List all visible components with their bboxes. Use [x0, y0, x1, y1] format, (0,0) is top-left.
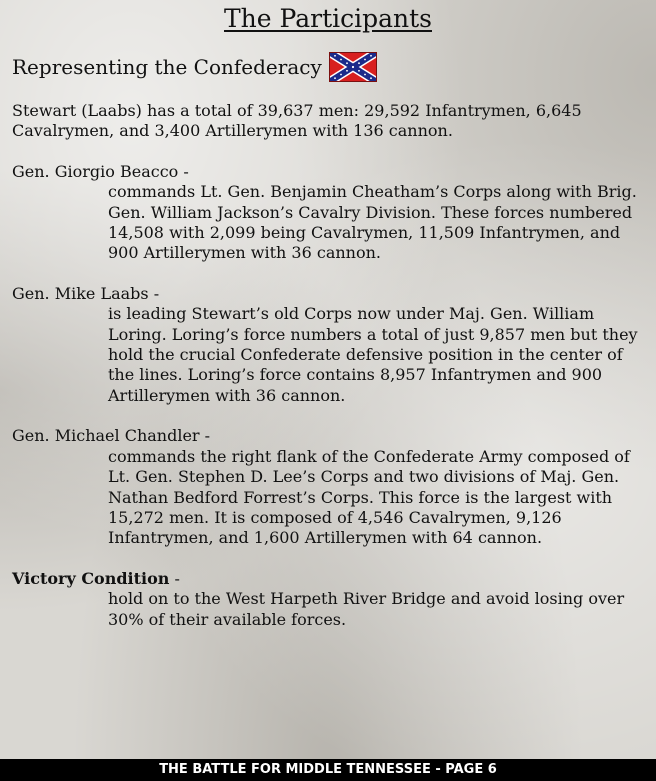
force-summary: Stewart (Laabs) has a total of 39,637 men: 29,592 Infantrymen, 6,645 Cavalrymen, and 3,400 Artillerymen with 136 cannon.	[12, 101, 582, 141]
victory-separator: -	[169, 568, 180, 588]
commander-beacco	[12, 162, 648, 264]
commander-description: commands Lt. Gen. Benjamin Cheatham’s Corps along with Brig. Gen. William Jackson’s Cavalry Division. These forces numbered 14,508 with 2,099 being Cavalrymen, 11,509 Infantrymen, and 900 Artillerymen with 36 cannon.	[108, 182, 637, 263]
commander-laabs	[12, 284, 648, 406]
page-footer: THE BATTLE FOR MIDDLE TENNESSEE - PAGE 6	[0, 759, 656, 781]
victory-description: hold on to the West Harpeth River Bridge and avoid losing over 30% of their available forces.	[108, 589, 625, 629]
page-title: The Participants	[224, 4, 432, 33]
commander-name: Gen. Giorgio Beacco -	[12, 161, 189, 181]
participants-content	[12, 101, 648, 650]
confederate-flag-icon	[329, 52, 377, 82]
victory-condition	[12, 569, 648, 630]
commander-name: Gen. Michael Chandler -	[12, 426, 211, 446]
victory-heading	[12, 569, 648, 589]
commander-chandler	[12, 426, 648, 548]
faction-label: Representing the Confederacy	[12, 55, 322, 79]
victory-label: Victory Condition	[12, 568, 170, 588]
commander-name: Gen. Mike Laabs -	[12, 283, 160, 303]
commander-description: is leading Stewart’s old Corps now under Maj. Gen. William Loring. Loring’s force numbers a total of just 9,857 men but they hold the crucial Confederate defensive position in the center of the lines. Loring’s force contains 8,957 Infantrymen and 900 Artillerymen with 36 cannon.	[108, 304, 638, 405]
faction-heading	[12, 52, 377, 82]
commander-description: commands the right flank of the Confederate Army composed of Lt. Gen. Stephen D. Lee’s Corps and two divisions of Maj. Gen. Nathan Bedford Forrest’s Corps. This force is the largest with 15,272 men. It is composed of 4,546 Cavalrymen, 9,126 Infantrymen, and 1,600 Artillerymen with 64 cannon.	[108, 446, 630, 548]
